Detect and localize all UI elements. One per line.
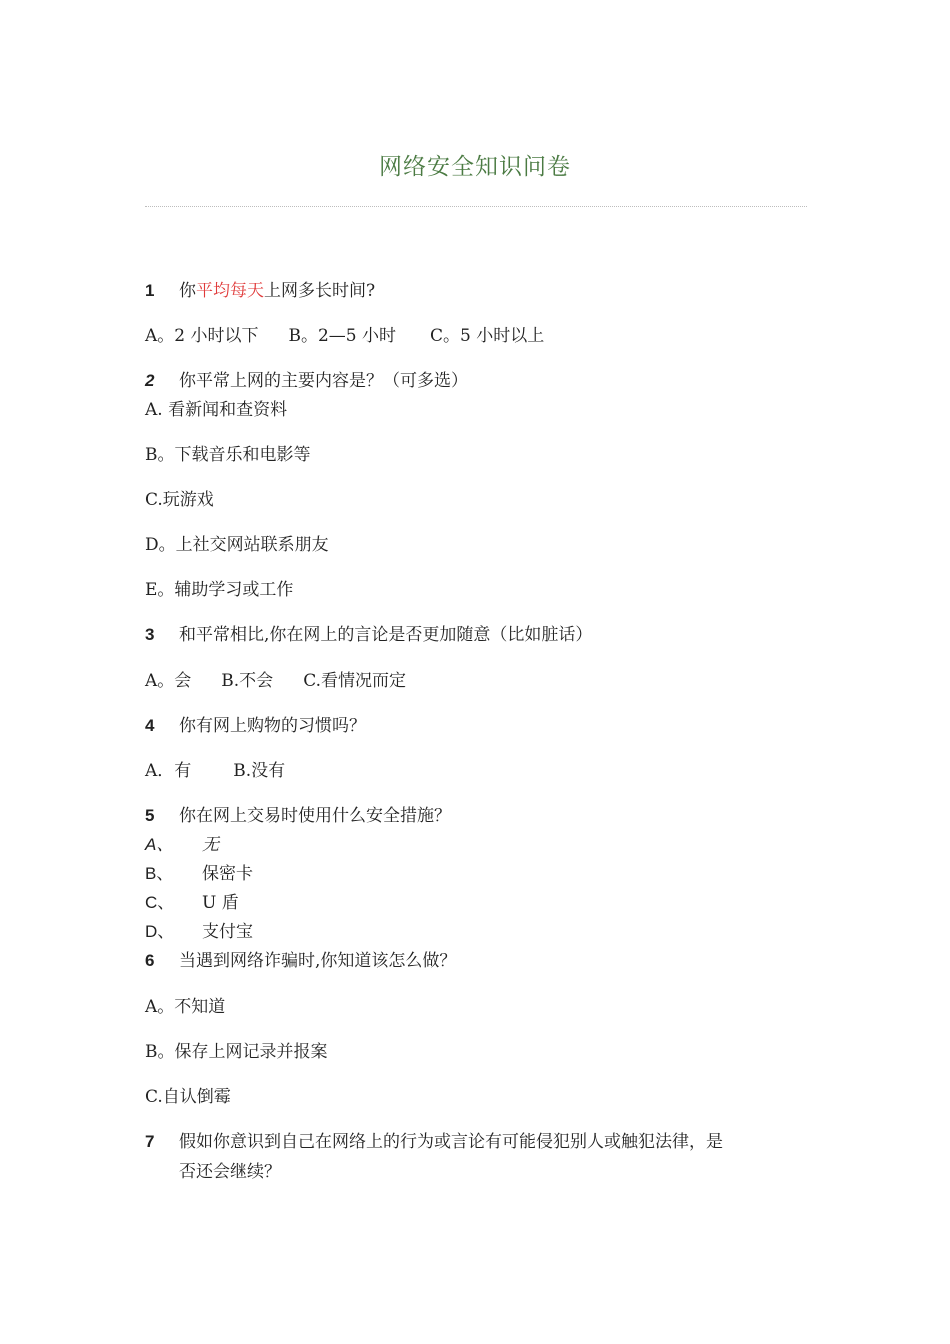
question-4 — [145, 715, 366, 737]
option-tag: A、 — [145, 835, 174, 854]
option-text: U 盾 — [202, 893, 239, 913]
question-3-options — [145, 670, 406, 692]
option-text: 支付宝 — [202, 922, 253, 942]
question-text-suffix: 上网多长时间? — [264, 281, 376, 301]
option-c: C.看情况而定 — [303, 671, 406, 691]
option-tag: C、 — [145, 893, 175, 912]
question-1-options — [145, 325, 544, 347]
question-2 — [145, 370, 468, 392]
question-text: 和平常相比,你在网上的言论是否更加随意（比如脏话） — [179, 625, 593, 645]
title-divider — [145, 206, 807, 207]
option-tag: B、 — [145, 864, 174, 883]
question-text: 当遇到网络诈骗时,你知道该怎么做？ — [179, 951, 457, 971]
option-c: C。5 小时以上 — [430, 326, 545, 346]
question-number: 5 — [145, 806, 155, 825]
option-tag: D、 — [145, 922, 175, 941]
option-a: A。会 — [145, 671, 192, 691]
question-2-option-d: D。上社交网站联系朋友 — [145, 535, 329, 555]
question-number: 6 — [145, 951, 155, 970]
option-text: 保密卡 — [202, 864, 253, 884]
option-a: A．有 — [145, 761, 192, 781]
question-5-option-b — [145, 863, 253, 885]
question-1 — [145, 280, 375, 302]
question-text-line1: 假如你意识到自己在网络上的行为或言论有可能侵犯别人或触犯法律，是 — [179, 1132, 723, 1152]
document-title: 网络安全知识问卷 — [379, 154, 571, 180]
question-text: 你在网上交易时使用什么安全措施？ — [179, 806, 451, 826]
option-text: 无 — [202, 835, 219, 855]
question-5 — [145, 805, 451, 827]
option-b: B.没有 — [233, 761, 286, 781]
question-7-line2: 否还会继续？ — [179, 1162, 281, 1182]
question-2-option-c: C.玩游戏 — [145, 490, 214, 510]
question-2-option-b: B。下载音乐和电影等 — [145, 445, 311, 465]
question-number: 7 — [145, 1132, 155, 1151]
question-4-options — [145, 760, 285, 782]
option-b: B。2—5 小时 — [288, 326, 397, 346]
question-2-option-a: A. 看新闻和查资料 — [145, 400, 288, 420]
question-5-option-d — [145, 921, 253, 943]
option-a: A。2 小时以下 — [145, 326, 259, 346]
question-text-highlight: 平均每天 — [196, 281, 264, 301]
question-text: 你有网上购物的习惯吗？ — [179, 716, 366, 736]
question-5-option-c — [145, 892, 239, 914]
question-7 — [145, 1131, 723, 1153]
question-3 — [145, 624, 592, 646]
question-2-option-e: E。辅助学习或工作 — [145, 580, 294, 600]
question-6-option-a: A。不知道 — [145, 997, 226, 1017]
question-text-prefix: 你 — [179, 281, 196, 301]
question-text: 你平常上网的主要内容是？（可多选） — [179, 371, 468, 391]
question-number: 4 — [145, 716, 155, 735]
question-number: 3 — [145, 625, 155, 644]
question-6-option-c: C.自认倒霉 — [145, 1087, 231, 1107]
question-number: 2 — [145, 371, 155, 390]
question-6 — [145, 950, 456, 972]
question-6-option-b: B。保存上网记录并报案 — [145, 1042, 328, 1062]
option-b: B.不会 — [221, 671, 274, 691]
question-5-option-a — [145, 834, 219, 856]
question-number: 1 — [145, 281, 155, 300]
